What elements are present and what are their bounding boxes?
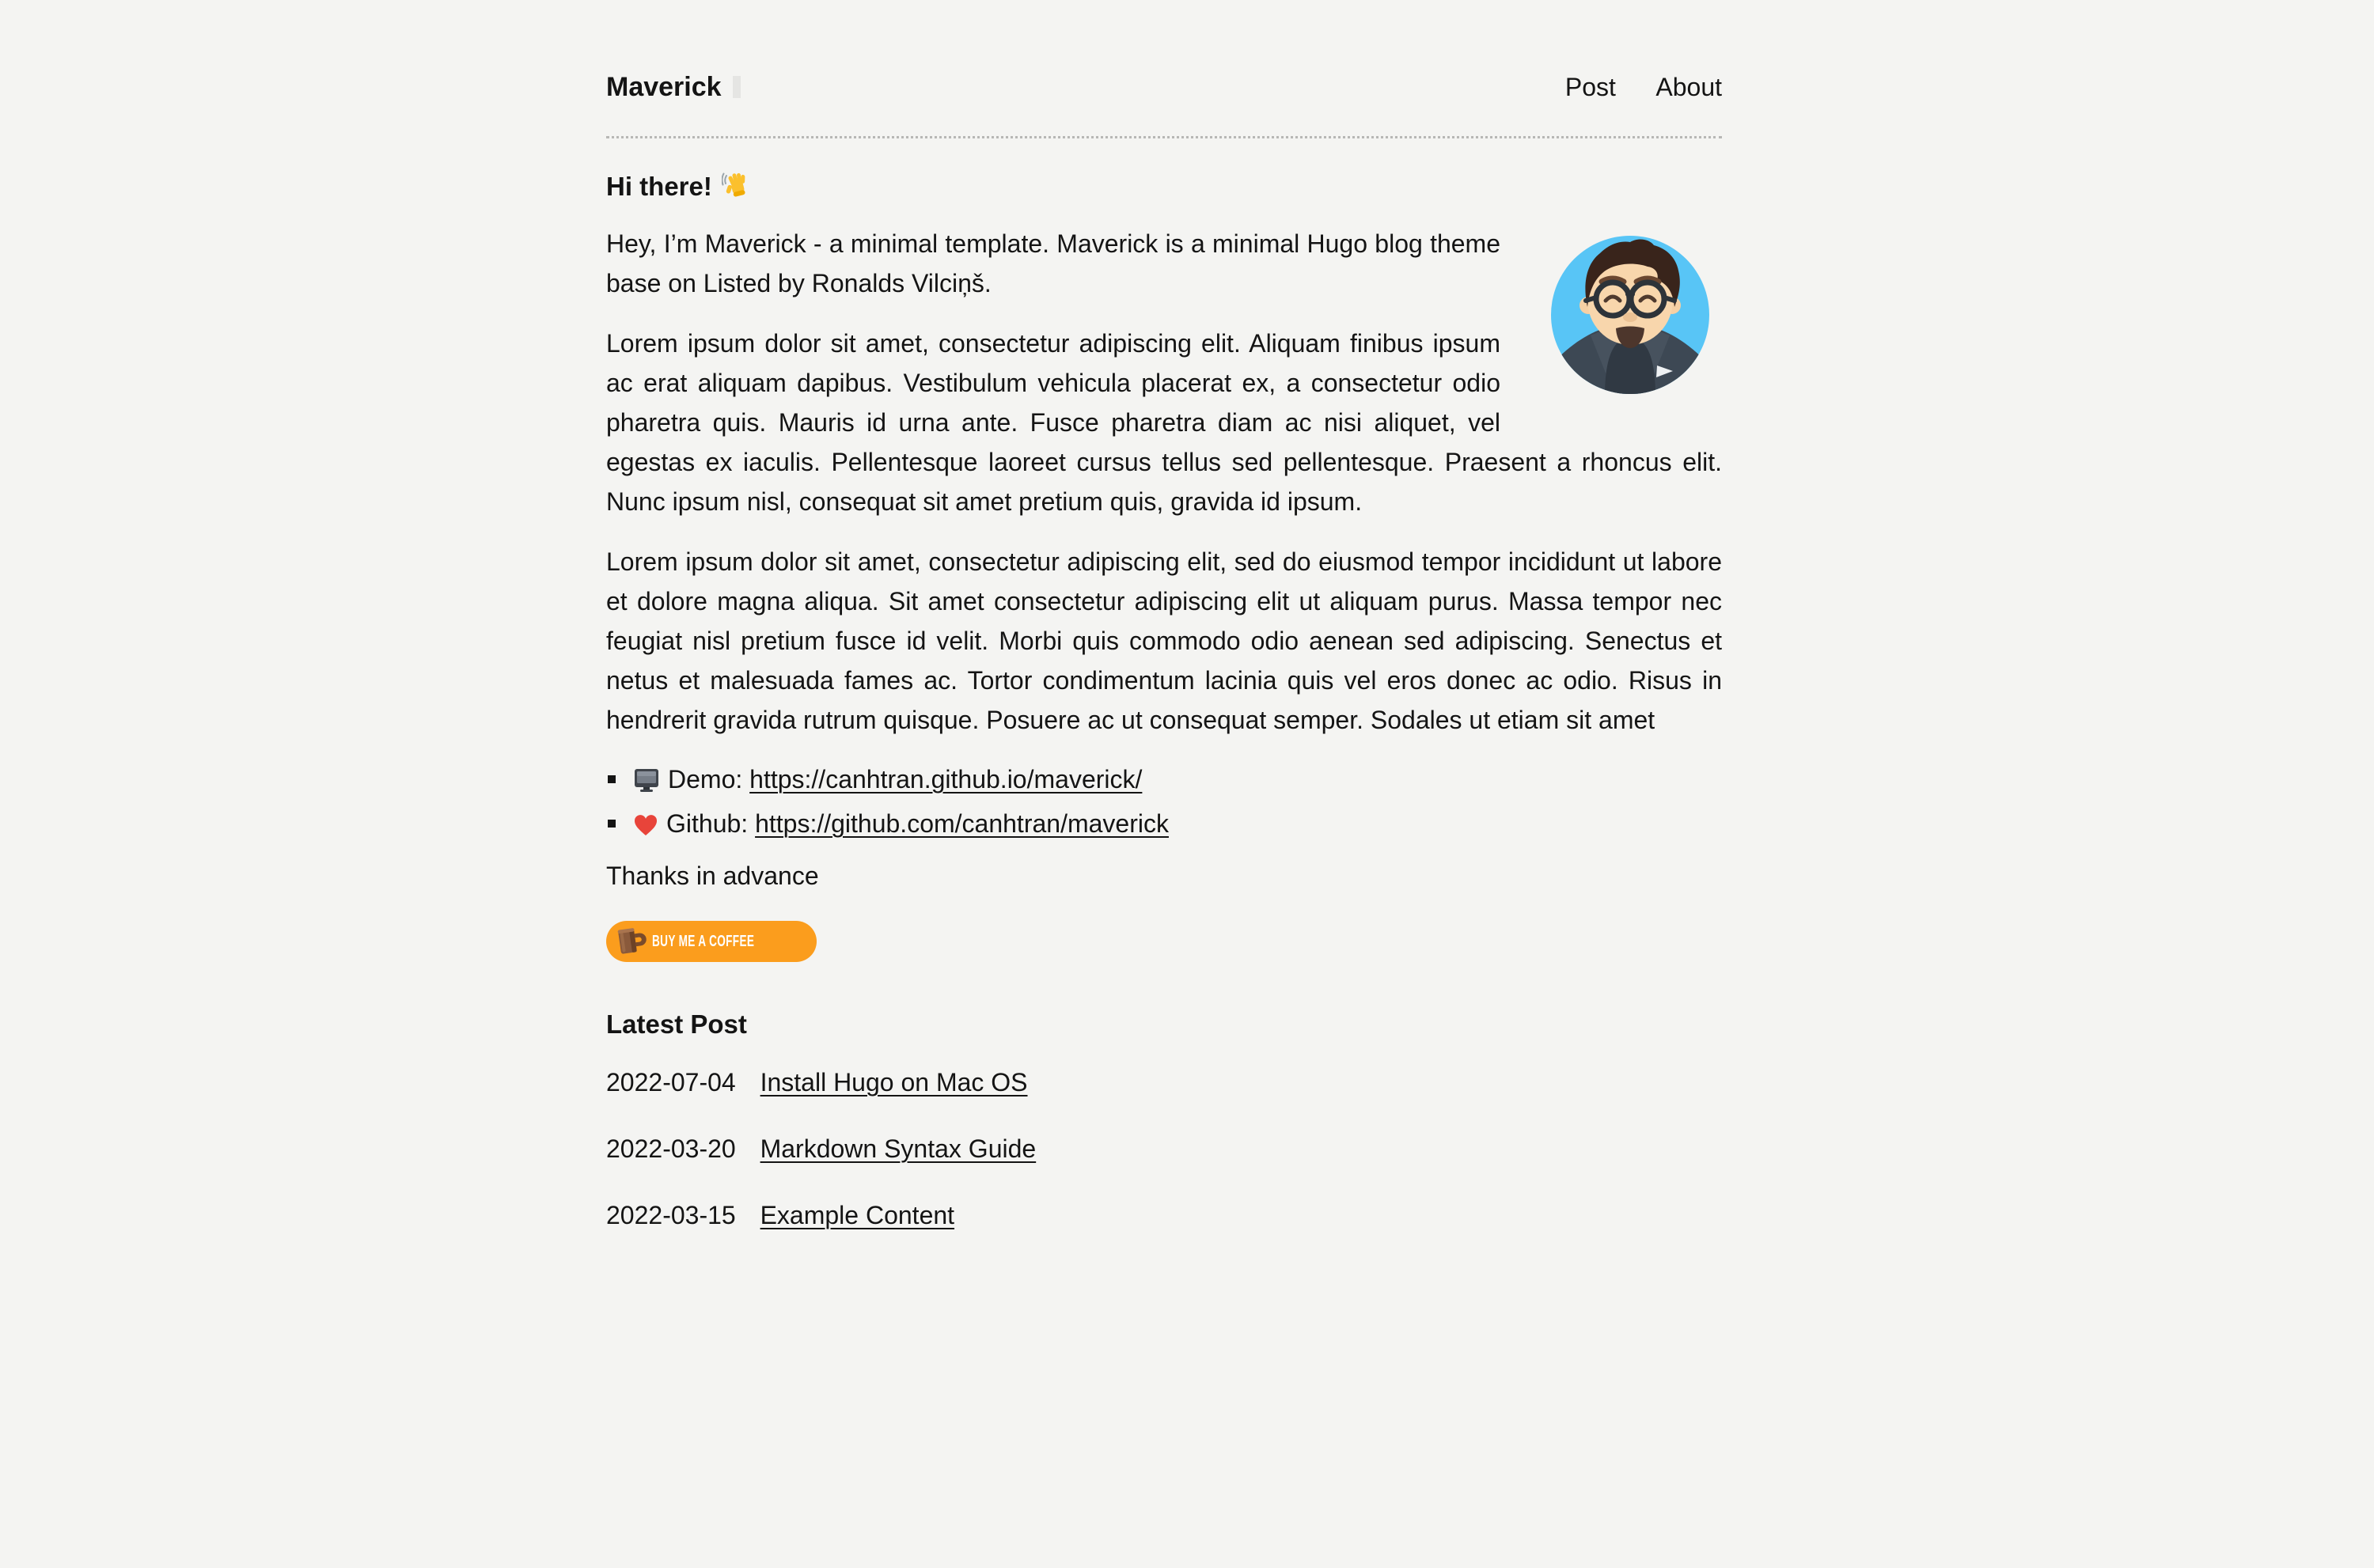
post-date: 2022-03-15 bbox=[606, 1201, 736, 1229]
post-date: 2022-07-04 bbox=[606, 1068, 736, 1096]
site-header bbox=[606, 0, 1722, 138]
coffee-button-label: BUY ME A COFFEE bbox=[652, 932, 755, 950]
cursor-block bbox=[733, 76, 741, 98]
post-link-markdown-guide[interactable]: Markdown Syntax Guide bbox=[760, 1134, 1037, 1163]
demo-label: Demo: bbox=[668, 765, 743, 793]
demo-link[interactable]: https://canhtran.github.io/maverick/ bbox=[749, 765, 1143, 793]
site-nav bbox=[1529, 68, 1722, 106]
main-content bbox=[606, 170, 1722, 1235]
resource-links bbox=[606, 759, 1722, 843]
site-title-link[interactable] bbox=[606, 68, 741, 106]
content-column bbox=[606, 0, 1722, 1235]
post-date: 2022-03-20 bbox=[606, 1134, 736, 1163]
post-row bbox=[606, 1129, 1722, 1168]
intro-heading-text: Hi there! bbox=[606, 172, 712, 201]
intro-heading bbox=[606, 170, 1722, 203]
buy-me-a-coffee-button[interactable] bbox=[606, 921, 817, 962]
post-row bbox=[606, 1195, 1722, 1235]
desktop-computer-icon bbox=[633, 767, 660, 793]
nav-item-post[interactable]: Post bbox=[1564, 73, 1616, 101]
lorem-paragraph-2: Lorem ipsum dolor sit amet, consectetur adipiscing elit, sed do eiusmod tempor incididunt ut labore et dolore magna aliqua. Sit amet consectetur adipiscing elit ut aliquam purus. Massa tempor nec feugiat nisl pretium fusce id velit. Morbi quis commodo odio aenean sed adipiscing. Senectus et netus et malesuada fames ac. Tortor condimentum lacinia quis vel eros donec ac odio. Risus in hendrerit gravida rutrum quisque. Posuere ac ut consequat semper. Sodales ut etiam sit amet bbox=[606, 547, 1722, 734]
red-heart-icon bbox=[633, 813, 658, 837]
lorem-paragraph-1: Lorem ipsum dolor sit amet, consectetur adipiscing elit. Aliquam finibus ipsum ac erat aliquam dapibus. Vestibulum vehicula placerat ex, a consectetur odio pharetra quis. Mauris id urna ante. Fusce pharetra diam ac nisi aliquet, vel egestas ex iaculis. Pellentesque laoreet cursus tellus sed pellentesque. Praesent a rhoncus elit. Nunc ipsum nisl, consequat sit amet pretium quis, gravida id ipsum. bbox=[606, 329, 1722, 516]
github-label: Github: bbox=[666, 809, 749, 838]
list-item-github bbox=[606, 804, 1722, 843]
site-title: Maverick bbox=[606, 72, 722, 102]
coffee-mug-icon bbox=[614, 925, 649, 958]
thanks-text: Thanks in advance bbox=[606, 862, 819, 890]
intro-paragraph-1: Hey, I’m Maverick - a minimal template. Maverick is a minimal Hugo blog theme base on Listed by Ronalds Vilciņš. bbox=[606, 229, 1500, 297]
post-link-install-hugo[interactable]: Install Hugo on Mac OS bbox=[760, 1068, 1028, 1096]
post-link-example-content[interactable]: Example Content bbox=[760, 1201, 955, 1229]
github-link[interactable]: https://github.com/canhtran/maverick bbox=[755, 809, 1169, 838]
post-list bbox=[606, 1062, 1722, 1235]
list-item-demo bbox=[606, 759, 1722, 799]
nav-item-about[interactable]: About bbox=[1655, 73, 1722, 101]
post-row bbox=[606, 1062, 1722, 1102]
latest-post-heading: Latest Post bbox=[606, 1009, 747, 1039]
waving-hand-icon bbox=[722, 171, 752, 201]
avatar bbox=[1538, 210, 1722, 394]
